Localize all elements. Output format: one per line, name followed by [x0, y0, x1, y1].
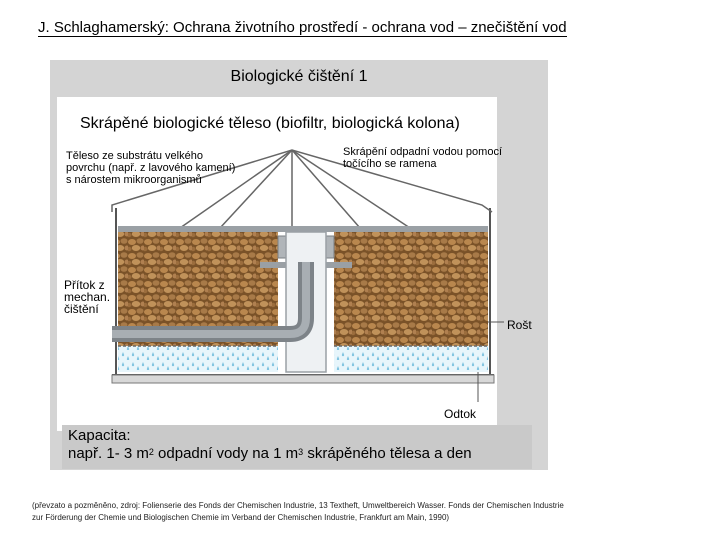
source-citation: [32, 500, 712, 524]
source-line: (převzato a pozměněno, zdroj: Folienserie des Fonds der Chemischen Industrie, 13 Textheft, Umweltbereich Wasser. Fonds der Chemischen Industrie: [32, 501, 564, 510]
label-substrate-line: Těleso ze substrátu velkého: [66, 150, 203, 162]
header-title: J. Schlaghamerský: Ochrana životního prostředí - ochrana vod – znečištění vod: [38, 19, 567, 36]
label-inflow-line: mechan.: [64, 290, 111, 304]
diagram-subtitle: Skrápěné biologické těleso (biofiltr, biologická kolona): [80, 115, 460, 132]
label-outflow: Odtok: [444, 407, 477, 421]
label-sprinkling: [343, 146, 502, 170]
panel-title: Biologické čištění 1: [230, 68, 368, 85]
capacity-exponent: 3: [298, 447, 304, 457]
label-inflow-line: Přítok z: [64, 278, 105, 292]
capacity-box: [62, 425, 532, 469]
label-grate: Rošt: [507, 318, 532, 332]
label-sprinkling-line: točícího se ramena: [343, 158, 437, 170]
label-substrate: [66, 150, 235, 186]
label-substrate-line: s nárostem mikroorganismů: [66, 174, 202, 186]
capacity-prefix: např. 1- 3 m: [68, 445, 149, 462]
capacity-heading: Kapacita:: [68, 427, 131, 444]
drip-zone-left: [118, 346, 278, 372]
capacity-exponent: 2: [148, 447, 154, 457]
label-inflow-line: čištění: [64, 302, 99, 316]
label-substrate-line: povrchu (např. z lavového kamení): [66, 162, 236, 174]
label-sprinkling-line: Skrápění odpadní vodou pomocí: [343, 146, 503, 158]
label-inflow: [62, 279, 112, 315]
capacity-suffix: skrápěného tělesa a den: [303, 445, 472, 462]
capacity-text: [68, 445, 532, 463]
capacity-middle: odpadní vody na 1 m: [153, 445, 299, 462]
drip-zone-right: [334, 346, 488, 372]
gravel-bed-right: [334, 232, 488, 346]
source-line: zur Förderung der Chemie und Biologischen Chemie im Verband der Chemischen Industrie, Frankfurt am Main, 1990): [32, 513, 450, 522]
